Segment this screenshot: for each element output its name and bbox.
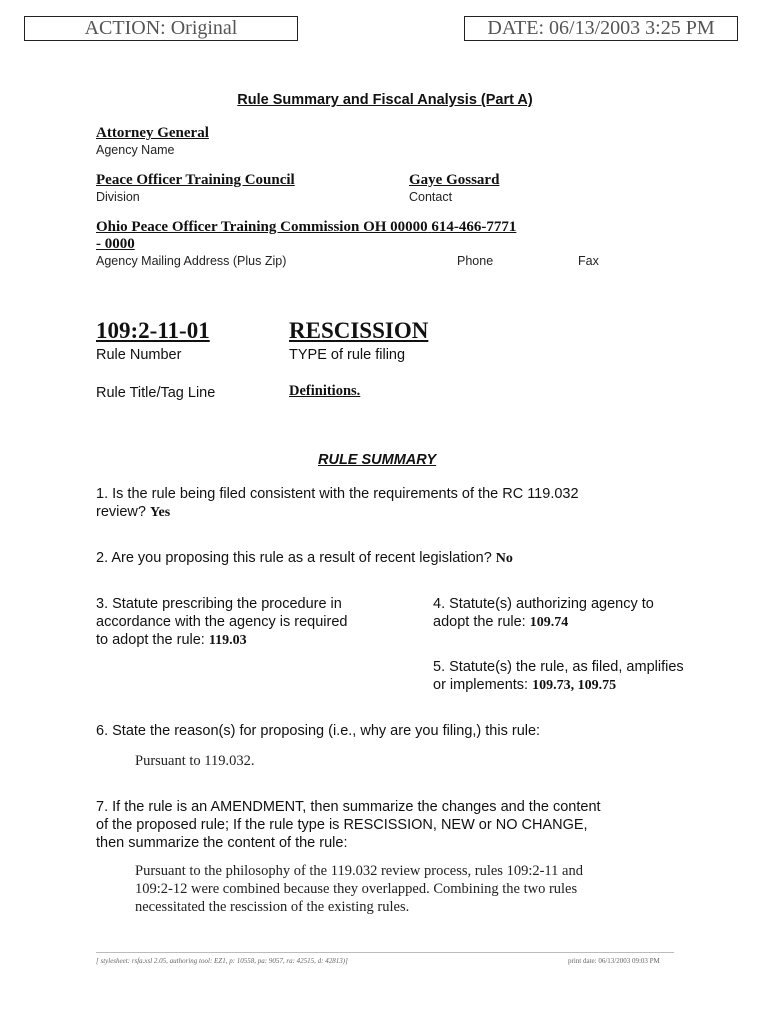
rule-number-label: Rule Number	[96, 347, 182, 363]
question-7-answer-line-2: 109:2-12 were combined because they overlapped. Combining the two rules	[135, 881, 578, 897]
question-1-answer: Yes	[150, 505, 171, 520]
contact-value: Gaye Gossard	[409, 172, 500, 188]
fax-label: Fax	[578, 254, 599, 268]
question-5-answer: 109.73, 109.75	[532, 678, 617, 693]
question-7-line-3: then summarize the content of the rule:	[96, 835, 348, 851]
agency-name-value: Attorney General	[96, 125, 209, 141]
phone-value: 614-466-7771	[431, 219, 517, 235]
question-3	[96, 595, 416, 650]
question-5-line-2: or implements:	[433, 677, 529, 693]
question-4-line-1: 4. Statute(s) authorizing agency to	[433, 596, 654, 612]
question-1-line-1: 1. Is the rule being filed consistent with the requirements of the RC 119.032	[96, 486, 579, 502]
question-5-line-1: 5. Statute(s) the rule, as filed, amplifies	[433, 659, 684, 675]
phone-extension-value: - 0000	[96, 236, 135, 252]
date-box	[464, 16, 738, 41]
contact-label: Contact	[409, 190, 453, 204]
address-line: Ohio Peace Officer Training Commission OH 00000	[96, 219, 428, 235]
phone-label: Phone	[457, 254, 494, 268]
question-7-answer-line-1: Pursuant to the philosophy of the 119.032 review process, rules 109:2-11 and	[135, 863, 583, 879]
question-7-answer	[135, 862, 735, 916]
question-4	[433, 595, 733, 632]
mailing-address-value	[96, 219, 516, 236]
question-5	[433, 658, 743, 695]
rule-title-value: Definitions.	[289, 383, 361, 399]
question-2-answer: No	[495, 551, 513, 566]
date-label: DATE: 06/13/2003 3:25 PM	[487, 17, 715, 39]
footer-print-date: print date: 06/13/2003 09:03 PM	[568, 957, 660, 965]
rule-summary-heading: RULE SUMMARY	[318, 452, 437, 468]
division-value: Peace Officer Training Council	[96, 172, 295, 188]
question-1	[96, 485, 716, 522]
mailing-address-label: Agency Mailing Address (Plus Zip)	[96, 254, 287, 268]
filing-type-label: TYPE of rule filing	[289, 347, 406, 363]
action-label: ACTION: Original	[84, 17, 238, 39]
question-4-line-2: adopt the rule:	[433, 614, 526, 630]
question-3-line-1: 3. Statute prescribing the procedure in	[96, 596, 342, 612]
question-2-text: 2. Are you proposing this rule as a result of recent legislation?	[96, 550, 492, 566]
question-1-line-2: review?	[96, 504, 146, 520]
division-label: Division	[96, 190, 140, 204]
question-3-line-2: accordance with the agency is required	[96, 614, 348, 630]
question-7-line-2: of the proposed rule; If the rule type is RESCISSION, NEW or NO CHANGE,	[96, 817, 588, 833]
footer-divider	[96, 952, 674, 953]
footer-stylesheet-info: [ stylesheet: rsfa.xsl 2.05, authoring tool: EZ1, p: 10558, pa: 9057, ra: 42515, d: 42813)]	[96, 957, 348, 965]
question-3-answer: 119.03	[208, 633, 247, 648]
question-4-answer: 109.74	[529, 615, 569, 630]
action-box	[24, 16, 298, 41]
agency-name-label: Agency Name	[96, 143, 175, 157]
question-7	[96, 798, 736, 852]
question-6: 6. State the reason(s) for proposing (i.e., why are you filing,) this rule:	[96, 723, 541, 739]
rule-title-label: Rule Title/Tag Line	[96, 385, 216, 401]
question-7-line-1: 7. If the rule is an AMENDMENT, then summarize the changes and the content	[96, 799, 601, 815]
rule-number-value: 109:2-11-01	[96, 318, 210, 343]
question-7-answer-line-3: necessitated the rescission of the existing rules.	[135, 899, 410, 915]
page-title: Rule Summary and Fiscal Analysis (Part A)	[237, 92, 533, 108]
question-2	[96, 549, 736, 568]
question-6-answer: Pursuant to 119.032.	[135, 753, 255, 769]
question-3-line-3: to adopt the rule:	[96, 632, 205, 648]
filing-type-value: RESCISSION	[289, 318, 429, 343]
